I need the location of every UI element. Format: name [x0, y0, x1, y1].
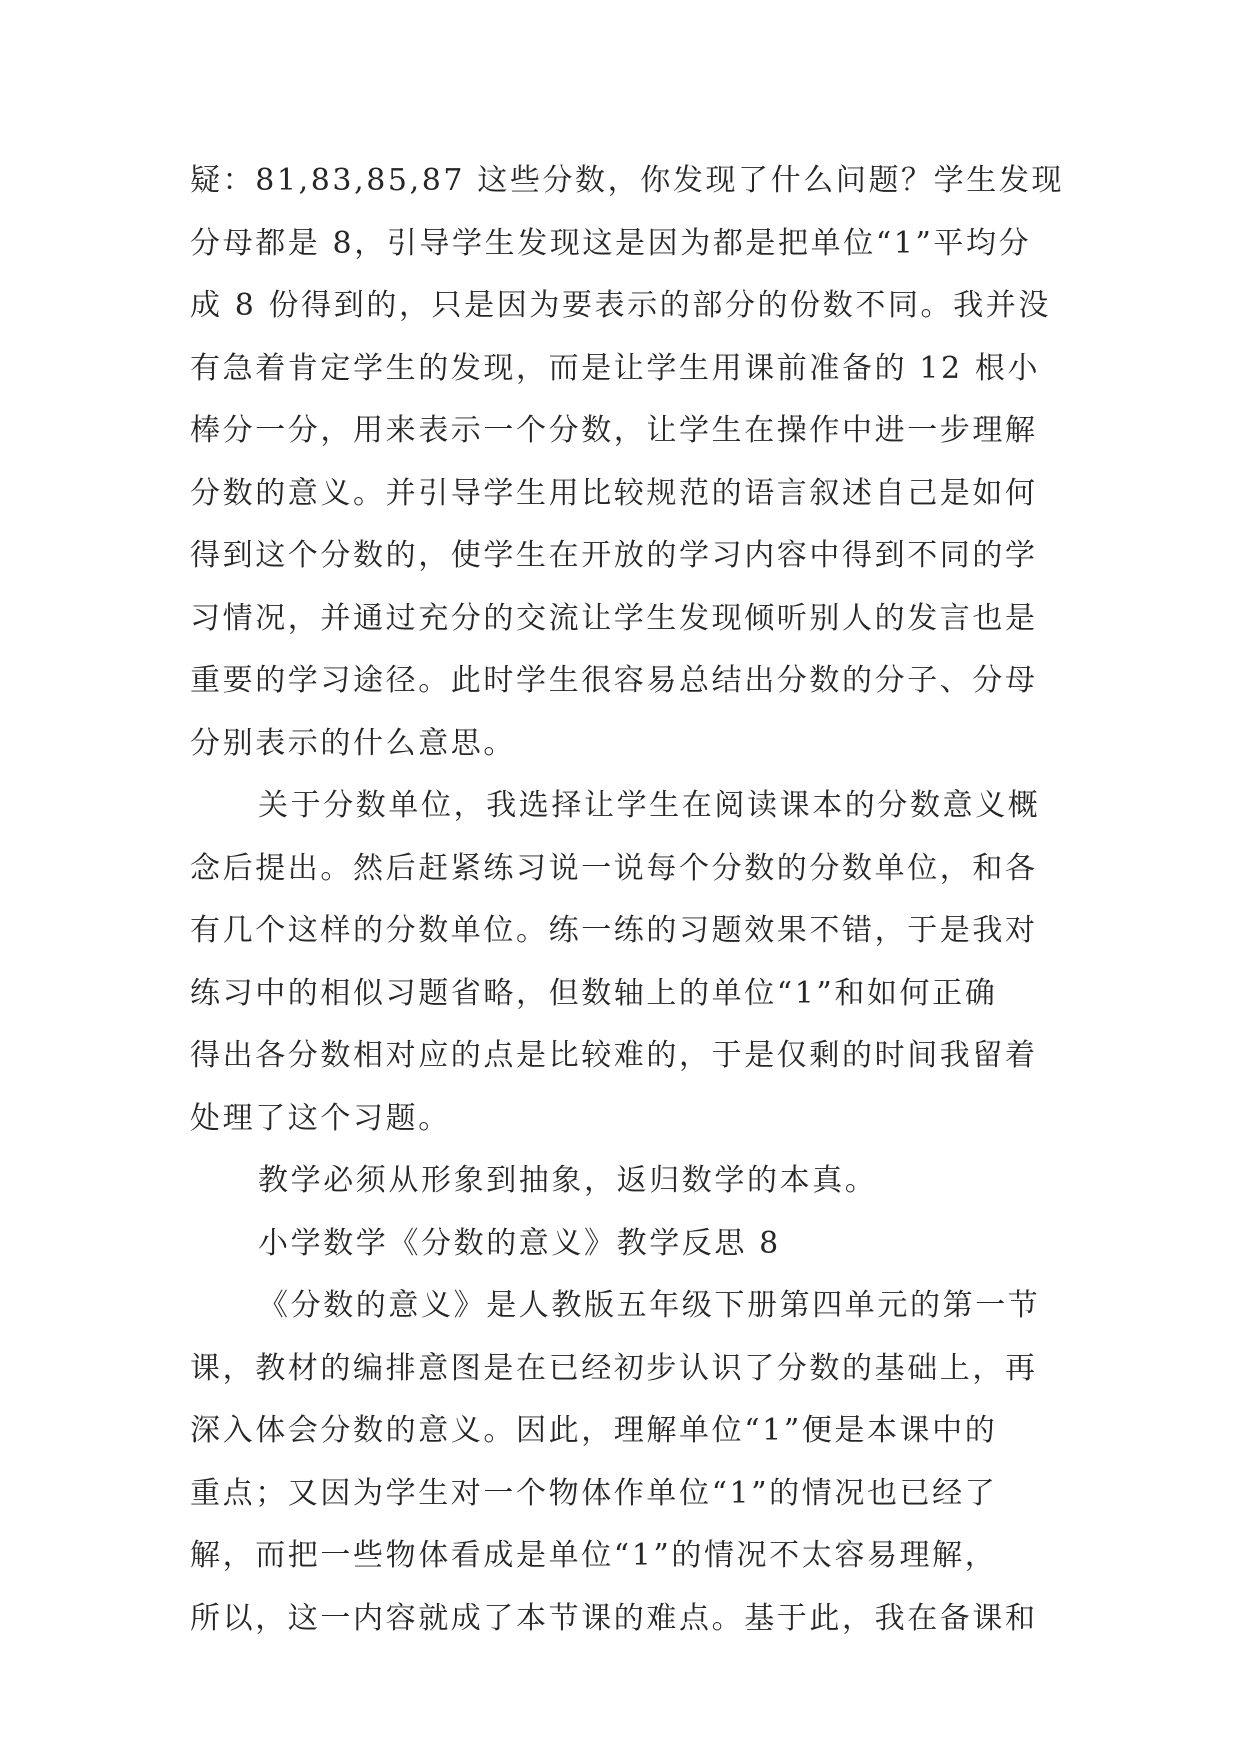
text-line: 练习中的相似习题省略，但数轴上的单位“1”和如何正确 — [190, 975, 998, 1011]
text-line: 重要的学习途径。此时学生很容易总结出分数的分子、分母 — [190, 663, 1038, 698]
text-line: 课，教材的编排意图是在已经初步认识了分数的基础上，再 — [190, 1350, 1038, 1386]
text-line: 念后提出。然后赶紧练习说一说每个分数的分数单位，和各 — [190, 850, 1038, 886]
text-line: 处理了这个习题。 — [190, 1100, 451, 1136]
section-heading: 小学数学《分数的意义》教学反思 8 — [258, 1225, 781, 1261]
text-line: 所以，这一内容就成了本节课的难点。基于此，我在备课和 — [190, 1600, 1038, 1636]
paragraph-first-line: 《分数的意义》是人教版五年级下册第四单元的第一节 — [258, 1288, 1041, 1323]
text-line: 重点；又因为学生对一个物体作单位“1”的情况也已经了 — [190, 1475, 998, 1511]
text-line: 分数的意义。并引导学生用比较规范的语言叙述自己是如何 — [190, 475, 1038, 511]
text-line: 有几个这样的分数单位。练一练的习题效果不错，于是我对 — [190, 913, 1038, 948]
text-line: 分别表示的什么意思。 — [190, 725, 516, 761]
text-line: 有急着肯定学生的发现，而是让学生用课前准备的 12 根小 — [190, 350, 1041, 386]
text-line: 深入体会分数的意义。因此，理解单位“1”便是本课中的 — [190, 1413, 998, 1448]
text-line: 成 8 份得到的，只是因为要表示的部分的份数不同。我并没 — [190, 288, 1051, 323]
text-line: 疑：81,83,85,87 这些分数，你发现了什么问题？学生发现 — [190, 163, 1065, 198]
text-line: 习情况，并通过充分的交流让学生发现倾听别人的发言也是 — [190, 600, 1038, 636]
text-line: 解，而把一些物体看成是单位“1”的情况不太容易理解， — [190, 1538, 998, 1573]
text-line: 分母都是 8，引导学生发现这是因为都是把单位“1”平均分 — [190, 225, 1032, 261]
text-line: 棒分一分，用来表示一个分数，让学生在操作中进一步理解 — [190, 413, 1038, 448]
text-line: 得到这个分数的，使学生在开放的学习内容中得到不同的学 — [190, 538, 1038, 573]
paragraph-first-line: 教学必须从形象到抽象，返归数学的本真。 — [258, 1163, 878, 1198]
text-line: 得出各分数相对应的点是比较难的，于是仅剩的时间我留着 — [190, 1038, 1038, 1073]
body-text — [190, 150, 1065, 1650]
paragraph-first-line: 关于分数单位，我选择让学生在阅读课本的分数意义概 — [258, 788, 1041, 823]
